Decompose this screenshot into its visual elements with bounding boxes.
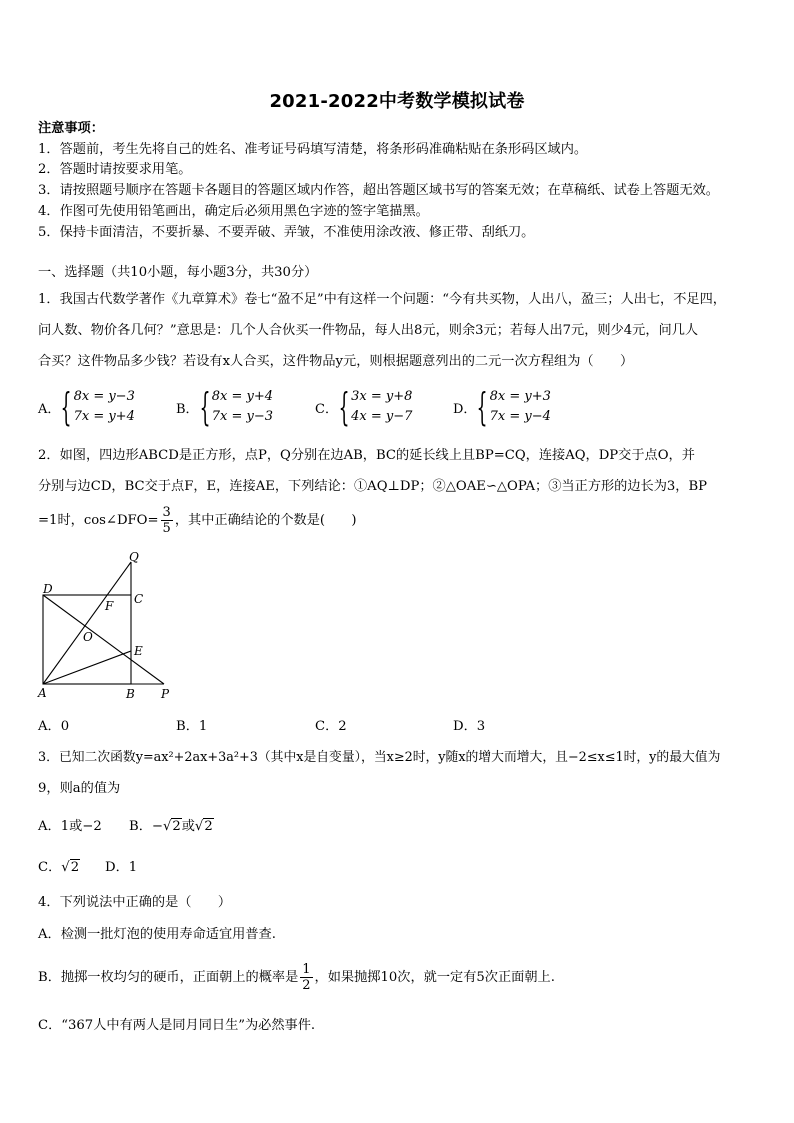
q1-option-c-eq2: 4x = y−7 <box>351 409 413 424</box>
q2-line-2: 分别与边CD，BC交于点F，E，连接AE，下列结论：①AQ⊥DP；②△OAE∽△OPA；③当正方形的边长为3，BP <box>38 479 708 494</box>
fraction-numerator: 1 <box>302 962 311 977</box>
q2-line-3 <box>38 505 357 536</box>
segment-dp <box>43 595 164 684</box>
q4-option-b-start: B．抛掷一枚均匀的硬币，正面朝上的概率是 <box>38 969 299 985</box>
sqrt-symbol: √2 <box>61 860 80 875</box>
q2-option-b: B．1 <box>176 719 208 734</box>
label-f: F <box>105 599 114 613</box>
page-title: 2021-2022中考数学模拟试卷 <box>269 91 525 112</box>
q1-line-2: 问人数、物价各几何？”意思是：几个人合伙买一件物品，每人出8元，则余3元；若每人出7元，则少4元，问几人 <box>38 323 699 338</box>
q1-option-d-eq1: 8x = y+3 <box>489 389 551 404</box>
label-o: O <box>83 630 93 644</box>
q1-option-c-label: C． <box>315 401 338 417</box>
q2-line-3-start: =1时，cos∠DFO= <box>38 512 159 528</box>
q2-option-c: C．2 <box>315 719 347 734</box>
label-e: E <box>134 644 143 658</box>
q1-option-b-eq2: 7x = y−3 <box>211 409 274 424</box>
q4-option-c: C．“367人中有两人是同月同日生”为必然事件. <box>38 1018 316 1033</box>
segment-aq <box>43 562 131 684</box>
q1-option-c-eq1: 3x = y+8 <box>351 389 413 404</box>
q3-option-c-label: C． <box>38 860 62 875</box>
q2-line-1: 2．如图，四边形ABCD是正方形，点P，Q分别在边AB，BC的延长线上且BP=CQ，连接AQ，DP交于点O，并 <box>38 448 695 463</box>
q1-option-b <box>176 387 273 427</box>
q1-line-3: 合买？这件物品多少钱？若设有x人合买，这件物品y元，则根据题意列出的二元一次方程组为（ ） <box>38 354 634 369</box>
q2-geometry-figure <box>30 548 190 703</box>
notice-item-5: 5．保持卡面清洁，不要折暴、不要弄破、弄皱，不准使用涂改液、修正带、刮纸刀。 <box>38 225 535 240</box>
q3-option-b <box>129 817 214 837</box>
q1-option-d-eq2: 7x = y−4 <box>489 409 551 424</box>
q4-option-b <box>38 962 555 993</box>
q3-line-2: 9，则a的值为 <box>38 781 121 796</box>
q2-option-d: D．3 <box>453 719 486 734</box>
fraction-numerator: 3 <box>162 505 171 520</box>
q2-line-3-end: ，其中正确结论的个数是( ) <box>174 512 357 528</box>
radicand: 2 <box>172 819 181 834</box>
label-q: Q <box>129 550 139 564</box>
q2-option-a: A．0 <box>38 719 70 734</box>
q1-option-b-eq1: 8x = y+4 <box>211 389 274 404</box>
q3-option-d: D．1 <box>105 860 138 875</box>
q1-option-d <box>453 387 551 427</box>
q1-option-a-eq2: 7x = y+4 <box>73 409 135 424</box>
q3-option-b-prefix: B．− <box>129 819 163 834</box>
q3-option-a: A．1或−2 <box>38 819 102 834</box>
label-b: B <box>126 687 135 701</box>
q1-option-a <box>38 387 135 427</box>
q3-option-b-or: 或 <box>181 819 195 834</box>
q1-option-b-label: B． <box>176 401 199 417</box>
sqrt-symbol: √2 <box>162 819 181 834</box>
notice-item-3: 3．请按照题号顺序在答题卡各题目的答题区域内作答，超出答题区域书写的答案无效；在草稿纸、试卷上答题无效。 <box>38 183 719 198</box>
brace-icon: { <box>477 385 488 429</box>
segment-ae <box>43 651 131 684</box>
brace-icon: { <box>199 385 211 429</box>
section-heading: 一、选择题（共10小题，每小题3分，共30分） <box>38 265 318 280</box>
q4-option-b-end: ，如果抛掷10次，就一定有5次正面朝上. <box>314 969 555 985</box>
q4-option-a: A．检测一批灯泡的使用寿命适宜用普查. <box>38 927 276 942</box>
q3-option-c <box>38 858 80 878</box>
q4-stem: 4．下列说法中正确的是（ ） <box>38 895 232 910</box>
label-d: D <box>43 582 53 596</box>
label-p: P <box>161 687 170 701</box>
notice-item-4: 4．作图可先使用铅笔画出，确定后必须用黑色字迹的签字笔描黑。 <box>38 204 429 219</box>
q1-option-a-label: A． <box>38 401 61 417</box>
label-a: A <box>38 686 47 700</box>
brace-icon: { <box>61 385 72 429</box>
brace-icon: { <box>338 385 350 429</box>
fraction-denominator: 2 <box>302 978 311 993</box>
notice-item-1: 1．答题前，考生先将自己的姓名、准考证号码填写清楚，将条形码准确粘贴在条形码区域内。 <box>38 142 588 157</box>
notice-item-2: 2．答题时请按要求用笔。 <box>38 162 192 177</box>
q1-line-1: 1．我国古代数学著作《九章算术》卷七“盈不足”中有这样一个问题：“今有共买物，人出八，盈三；人出七，不足四， <box>38 292 726 307</box>
q1-option-c <box>315 387 412 427</box>
q1-option-d-label: D． <box>453 401 477 417</box>
sqrt-symbol: √2 <box>194 819 213 834</box>
label-c: C <box>134 592 144 606</box>
fraction <box>161 505 173 536</box>
radicand: 2 <box>70 860 80 875</box>
notice-heading: 注意事项： <box>38 121 104 136</box>
fraction <box>300 962 312 993</box>
q1-option-a-eq1: 8x = y−3 <box>73 389 135 404</box>
fraction-denominator: 5 <box>162 521 171 536</box>
q3-line-1: 3．已知二次函数y=ax²+2ax+3a²+3（其中x是自变量），当x≥2时，y随x的增大而增大，且−2≤x≤1时，y的最大值为 <box>38 750 721 765</box>
radicand: 2 <box>204 819 213 834</box>
